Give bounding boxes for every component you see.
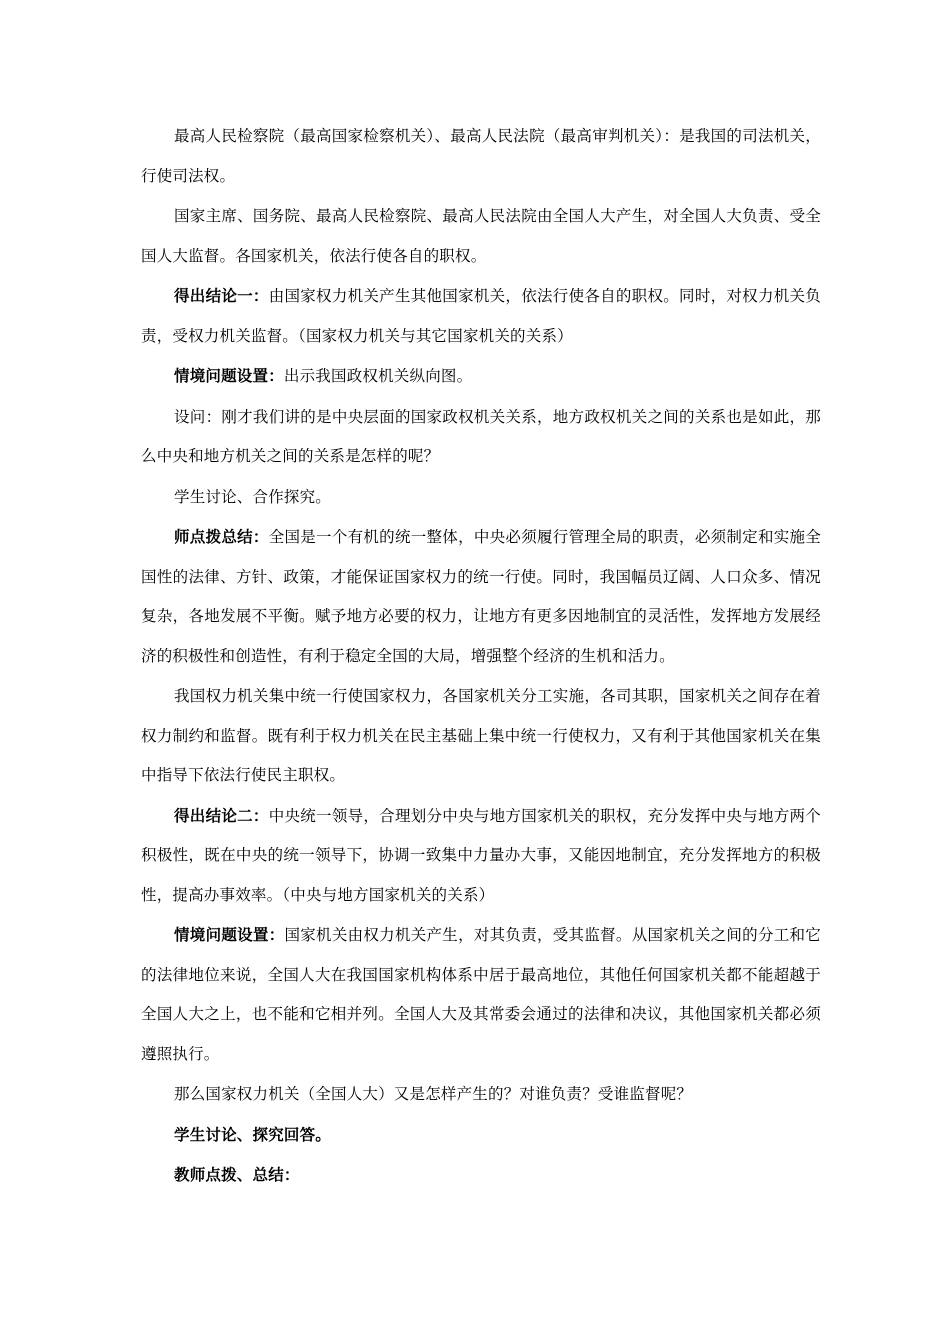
paragraph-text: 学生讨论、合作探究。	[174, 487, 332, 506]
paragraph-lead: 得出结论二：	[174, 805, 269, 825]
paragraph-lead: 学生讨论、探究回答。	[174, 1124, 332, 1144]
document-body	[141, 116, 821, 1196]
paragraph	[141, 676, 821, 796]
paragraph	[141, 517, 821, 676]
paragraph-text: 我国权力机关集中统一行使国家权力，各国家机关分工实施，各司其职，国家机关之间存在着权力制约和监督。既有利于权力机关在民主基础上集中统一行使权力，又有利于其他国家机关在集中指导下依法行使民主职权。	[141, 687, 821, 784]
paragraph-text: 由国家权力机关产生其他国家机关，依法行使各自的职权。同时，对权力机关负责，受权力机关监督。（国家权力机关与其它国家机关的关系）	[141, 287, 821, 345]
paragraph-lead: 情境问题设置：	[174, 366, 284, 385]
paragraph-text: 那么国家权力机关（全国人大）又是怎样产生的？对谁负责？受谁监督呢？	[174, 1085, 693, 1103]
paragraph	[141, 1155, 821, 1196]
paragraph-lead: 情境问题设置：	[174, 925, 285, 944]
paragraph-lead: 教师点拨、总结：	[174, 1165, 300, 1184]
paragraph-text: 最高人民检察院（最高国家检察机关）、最高人民法院（最高审判机关）：是我国的司法机关，行使司法权。	[141, 127, 821, 185]
paragraph-text: 全国是一个有机的统一整体，中央必须履行管理全局的职责，必须制定和实施全国性的法律、方针、政策，才能保证国家权力的统一行使。同时，我国幅员辽阔、人口众多、情况复杂，各地发展不平衡。赋予地方必要的权力，让地方有更多因地制宜的灵活性，发挥地方发展经济的积极性和创造性，有利于稳定全国的大局，增强整个经济的生机和活力。	[141, 528, 821, 665]
paragraph	[141, 1074, 821, 1115]
paragraph	[141, 356, 821, 397]
paragraph	[141, 196, 821, 276]
paragraph-lead: 师点拨总结：	[174, 527, 269, 546]
paragraph-text: 国家主席、国务院、最高人民检察院、最高人民法院由全国人大产生，对全国人大负责、受全国人大监督。各国家机关，依法行使各自的职权。	[141, 207, 821, 265]
paragraph	[141, 276, 821, 356]
paragraph-text: 设问：刚才我们讲的是中央层面的国家政权机关关系，地方政权机关之间的关系也是如此，那么中央和地方机关之间的关系是怎样的呢？	[141, 407, 821, 465]
paragraph	[141, 116, 821, 196]
paragraph	[141, 915, 821, 1074]
paragraph	[141, 796, 821, 916]
paragraph-text: 出示我国政权机关纵向图。	[283, 367, 473, 385]
paragraph-text: 国家机关由权力机关产生，对其负责，受其监督。从国家机关之间的分工和它的法律地位来说，全国人大在我国国家机构体系中居于最高地位，其他任何国家机关都不能超越于全国人大之上，也不能和它相并列。全国人大及其常委会通过的法律和决议，其他国家机关都必须遵照执行。	[141, 926, 821, 1063]
paragraph	[141, 477, 821, 518]
paragraph	[141, 397, 821, 477]
paragraph-text: 中央统一领导，合理划分中央与地方国家机关的职权，充分发挥中央与地方两个积极性，既在中央的统一领导下，协调一致集中力量办大事，又能因地制宜，充分发挥地方的积极性，提高办事效率。（中央与地方国家机关的关系）	[141, 806, 821, 904]
paragraph-lead: 得出结论一：	[174, 286, 269, 305]
paragraph	[141, 1115, 821, 1156]
